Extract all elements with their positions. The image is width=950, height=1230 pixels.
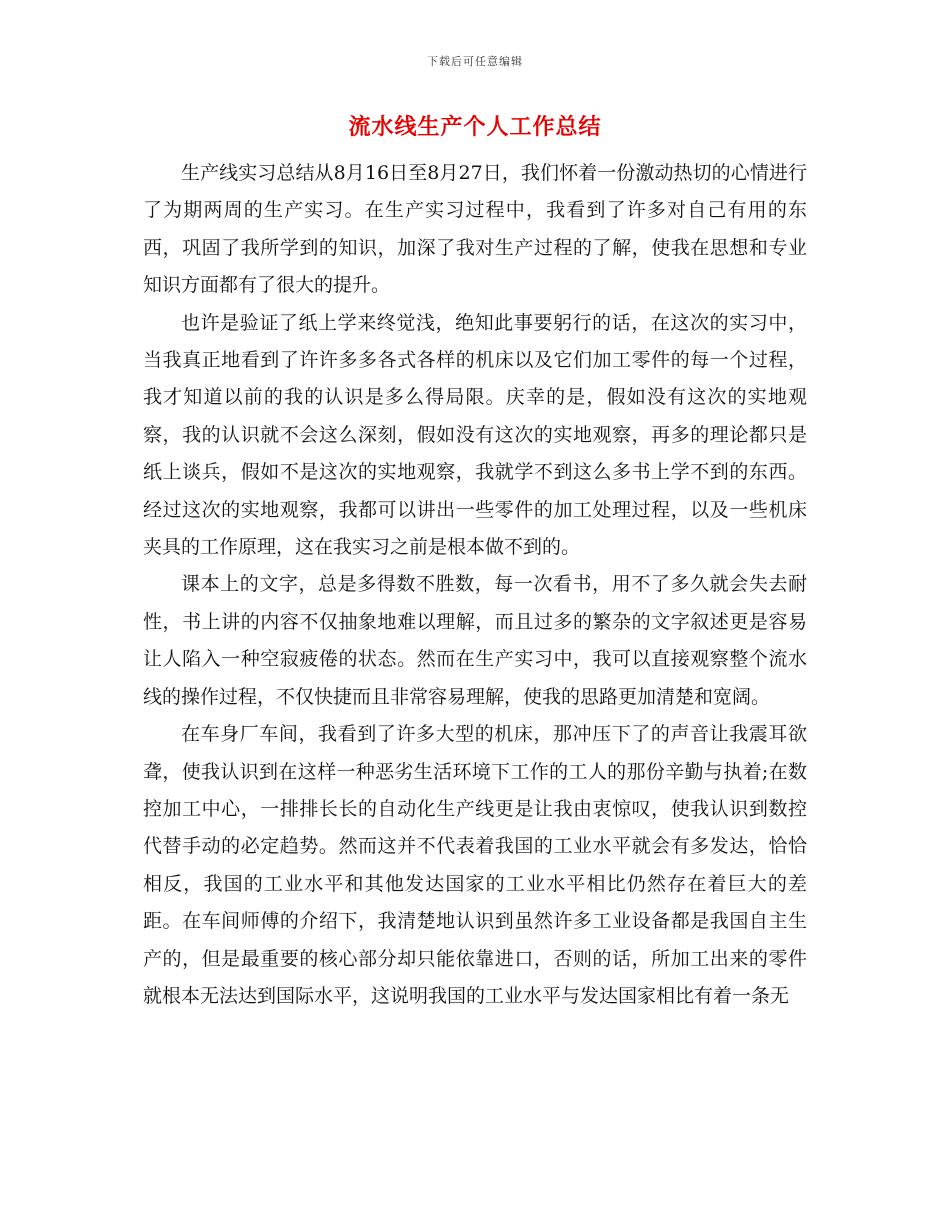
paragraph-2: 也许是验证了纸上学来终觉浅，绝知此事要躬行的话，在这次的实习中，当我真正地看到了许许多多各式各样的机床以及它们加工零件的每一个过程，我才知道以前的我的认识是多么得局限。庆幸的是，假如没有这次的实地观察，我的认识就不会这么深刻，假如没有这次的实地观察，再多的理论都只是纸上谈兵，假如不是这次的实地观察，我就学不到这么多书上学不到的东西。经过这次的实地观察，我都可以讲出一些零件的加工处理过程，以及一些机床夹具的工作原理，这在我实习之前是根本做不到的。 <box>143 311 807 559</box>
document-body <box>143 155 807 1015</box>
paragraph-4: 在车身厂车间，我看到了许多大型的机床，那冲压下了的声音让我震耳欲聋，使我认识到在这样一种恶劣生活环境下工作的工人的那份辛勤与执着;在数控加工中心，一排排长长的自动化生产线更是让我由衷惊叹，使我认识到数控代替手动的必定趋势。然而这并不代表着我国的工业水平就会有多发达，恰恰相反，我国的工业水平和其他发达国家的工业水平相比仍然存在着巨大的差距。在车间师傅的介绍下，我清楚地认识到虽然许多工业设备都是我国自主生产的，但是最重要的核心部分却只能依靠进口，否则的话，所加工出来的零件就根本无法达到国际水平，这说明我国的工业水平与发达国家相比有着一条无 <box>143 723 807 1007</box>
document-title: 流水线生产个人工作总结 <box>348 114 602 140</box>
paragraph-3: 课本上的文字，总是多得数不胜数，每一次看书，用不了多久就会失去耐性，书上讲的内容不仅抽象地难以理解，而且过多的繁杂的文字叙述更是容易让人陷入一种空寂疲倦的状态。然而在生产实习中，我可以直接观察整个流水线的操作过程，不仅快捷而且非常容易理解，使我的思路更加清楚和宽阔。 <box>143 573 807 708</box>
paragraph-1: 生产线实习总结从8月16日至8月27日，我们怀着一份激动热切的心情进行了为期两周的生产实习。在生产实习过程中，我看到了许多对自己有用的东西，巩固了我所学到的知识，加深了我对生产过程的了解，使我在思想和专业知识方面都有了很大的提升。 <box>143 162 807 297</box>
header-note: 下载后可任意编辑 <box>427 55 523 68</box>
